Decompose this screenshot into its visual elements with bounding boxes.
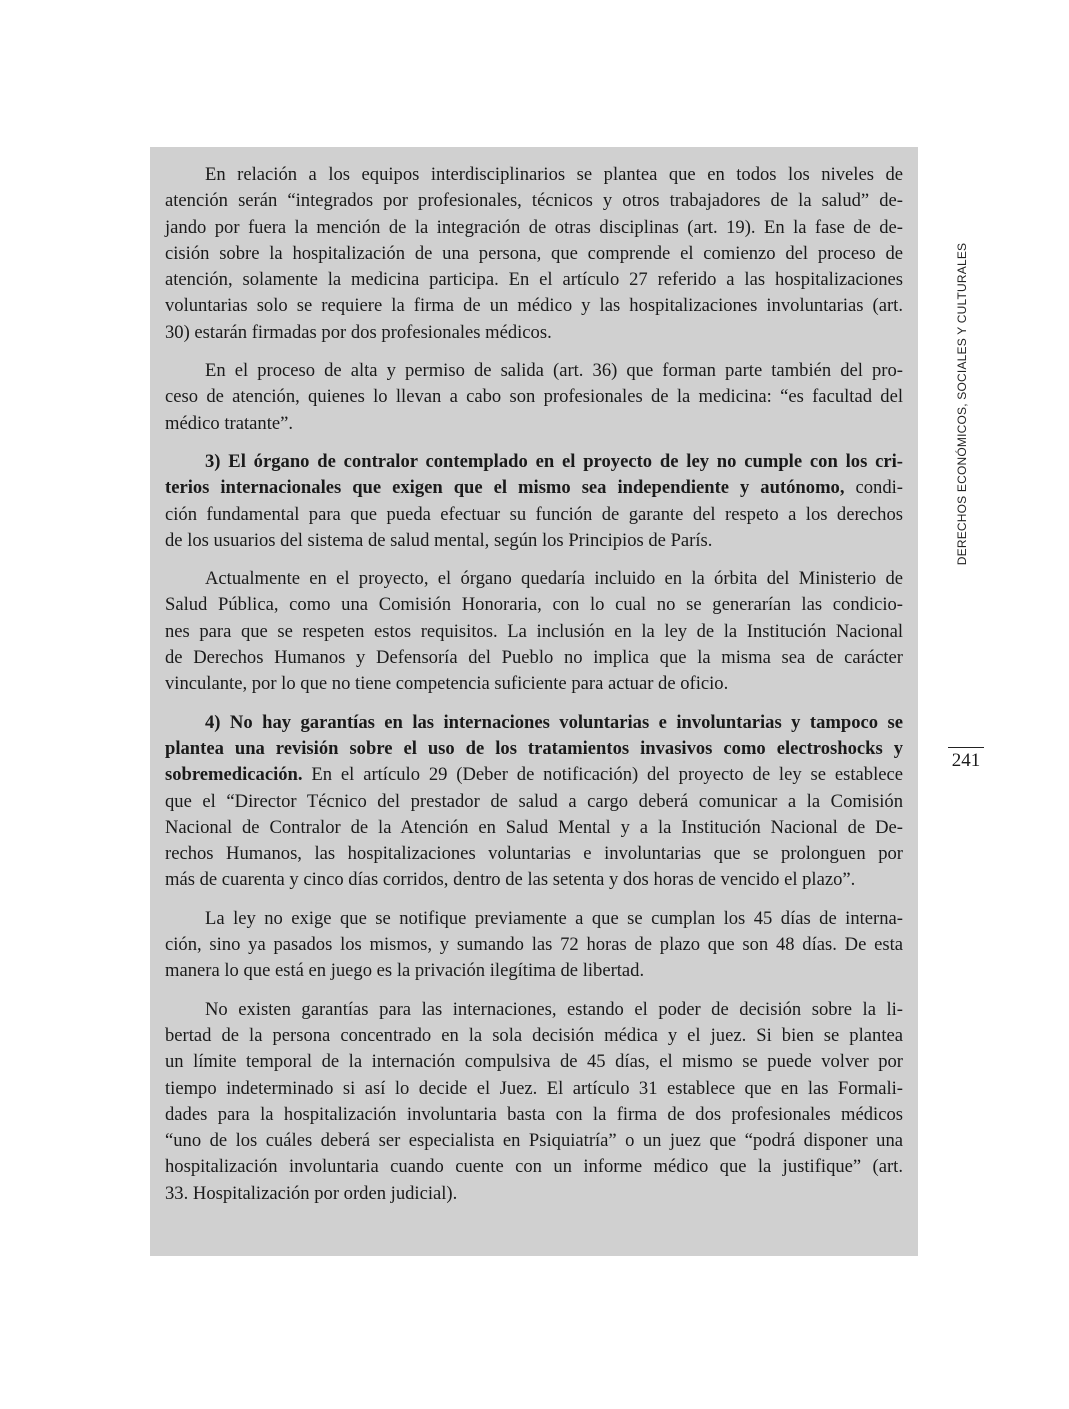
line-text: No existen garantías para las internaciones, estando el poder de decisión sobre la li- <box>205 998 903 1020</box>
text-line <box>165 932 903 958</box>
line-text: 33. Hospitalización por orden judicial). <box>165 1182 458 1204</box>
line-text: ceso de atención, quienes lo llevan a cabo son profesionales de la medicina: “es facultad del <box>165 386 903 408</box>
text-line <box>165 958 903 984</box>
text-line <box>165 1102 903 1128</box>
line-text: ción fundamental para que pueda efectuar su función de garante del respeto a los derechos <box>165 503 903 525</box>
bold-text: 4) No hay garantías en las internaciones voluntarias e involuntarias y tampoco se <box>205 711 903 733</box>
line-text: de Derechos Humanos y Defensoría del Pueblo no implica que la misma sea de carácter <box>165 647 903 669</box>
line-text: médico tratante”. <box>165 412 294 434</box>
line-text: atención serán “integrados por profesionales, técnicos y otros trabajadores de la salud” de- <box>165 190 903 212</box>
text-line <box>165 528 903 554</box>
text-line <box>165 1023 903 1049</box>
line-text: atención, solamente la medicina participa. En el artículo 27 referido a las hospitalizaciones <box>165 269 903 291</box>
text-line <box>165 789 903 815</box>
bold-text: plantea una revisión sobre el uso de los tratamientos invasivos como electroshocks y <box>165 737 903 759</box>
line-text: voluntarias solo se requiere la firma de un médico y las hospitalizaciones involuntarias (art. <box>165 295 903 317</box>
text-line <box>165 1154 903 1180</box>
line-text: Nacional de Contralor de la Atención en Salud Mental y a la Institución Nacional de De- <box>165 816 903 838</box>
line-text: rechos Humanos, las hospitalizaciones voluntarias e involuntarias que se prolonguen por <box>165 843 903 865</box>
text-line <box>165 188 903 214</box>
body-text <box>165 162 903 1219</box>
text-line <box>165 384 903 410</box>
text-line <box>165 1049 903 1075</box>
paragraph <box>165 710 903 894</box>
line-text: La ley no exige que se notifique previamente a que se cumplan los 45 días de interna- <box>205 907 903 929</box>
line-text: Salud Pública, como una Comisión Honoraria, con lo cual no se generarían las condicio- <box>165 594 903 616</box>
running-header: DERECHOS ECONÓMICOS, SOCIALES Y CULTURALES <box>955 242 969 566</box>
text-line <box>165 645 903 671</box>
paragraph <box>165 358 903 437</box>
text-line <box>165 358 903 384</box>
bold-text: sobremedicación. <box>165 764 303 786</box>
text-line <box>165 293 903 319</box>
paragraph <box>165 997 903 1207</box>
paragraph <box>165 162 903 346</box>
line-text: jando por fuera la mención de la integración de otras disciplinas (art. 19). En la fase de de- <box>165 216 903 238</box>
text-line <box>165 736 903 762</box>
text-line <box>165 475 903 501</box>
text-line <box>165 997 903 1023</box>
text-line <box>165 267 903 293</box>
text-line <box>165 566 903 592</box>
text-line <box>165 320 903 346</box>
text-line <box>165 710 903 736</box>
line-text: bertad de la persona concentrado en la sola decisión médica y el juez. Si bien se plantea <box>165 1024 903 1046</box>
page-number: 241 <box>948 747 984 772</box>
text-line <box>165 867 903 893</box>
text-line <box>165 241 903 267</box>
paragraph <box>165 449 903 554</box>
line-text: Actualmente en el proyecto, el órgano quedaría incluido en la órbita del Ministerio de <box>205 568 903 590</box>
text-line <box>165 841 903 867</box>
paragraph <box>165 566 903 697</box>
text-line <box>165 215 903 241</box>
text-line <box>165 906 903 932</box>
line-text: condi- <box>844 477 903 499</box>
bold-text: 3) El órgano de contralor contemplado en el proyecto de ley no cumple con los cri- <box>205 450 903 472</box>
paragraph <box>165 906 903 985</box>
text-line <box>165 619 903 645</box>
line-text: ción, sino ya pasados los mismos, y sumando las 72 horas de plazo que son 48 días. De esta <box>165 934 903 956</box>
line-text: nes para que se respeten estos requisitos. La inclusión en la ley de la Institución Nacional <box>165 620 903 642</box>
text-line <box>165 592 903 618</box>
text-line <box>165 762 903 788</box>
text-line <box>165 162 903 188</box>
line-text: tiempo indeterminado si así lo decide el Juez. El artículo 31 establece que en las Formali- <box>165 1077 903 1099</box>
text-line <box>165 411 903 437</box>
text-line <box>165 1076 903 1102</box>
line-text: cisión sobre la hospitalización de una persona, que comprende el comienzo del proceso de <box>165 242 903 264</box>
text-line <box>165 1128 903 1154</box>
text-line <box>165 671 903 697</box>
text-line <box>165 815 903 841</box>
line-text: manera lo que está en juego es la privación ilegítima de libertad. <box>165 960 645 982</box>
line-text: En el artículo 29 (Deber de notificación) del proyecto de ley se establece <box>302 764 903 786</box>
line-text: de los usuarios del sistema de salud mental, según los Principios de París. <box>165 529 713 551</box>
line-text: En relación a los equipos interdisciplinarios se plantea que en todos los niveles de <box>205 164 903 185</box>
line-text: vinculante, por lo que no tiene competencia suficiente para actuar de oficio. <box>165 673 729 695</box>
line-text: un límite temporal de la internación compulsiva de 45 días, el mismo se puede volver por <box>165 1051 903 1073</box>
line-text: dades para la hospitalización involuntaria basta con la firma de dos profesionales médicos <box>165 1103 903 1125</box>
text-line <box>165 1181 903 1207</box>
line-text: más de cuarenta y cinco días corridos, dentro de las setenta y dos horas de vencido el plazo”. <box>165 869 856 891</box>
text-line <box>165 449 903 475</box>
line-text: 30) estarán firmadas por dos profesionales médicos. <box>165 321 552 343</box>
text-line <box>165 502 903 528</box>
line-text: que el “Director Técnico del prestador de salud a cargo deberá comunicar a la Comisión <box>165 790 903 812</box>
line-text: hospitalización involuntaria cuando cuente con un informe médico que la justifique” (art. <box>165 1156 903 1178</box>
line-text: “uno de los cuáles deberá ser especialista en Psiquiatría” o un juez que “podrá disponer una <box>165 1130 903 1152</box>
bold-text: terios internacionales que exigen que el mismo sea independiente y autónomo, <box>165 477 845 499</box>
line-text: En el proceso de alta y permiso de salida (art. 36) que forman parte también del pro- <box>205 360 903 382</box>
